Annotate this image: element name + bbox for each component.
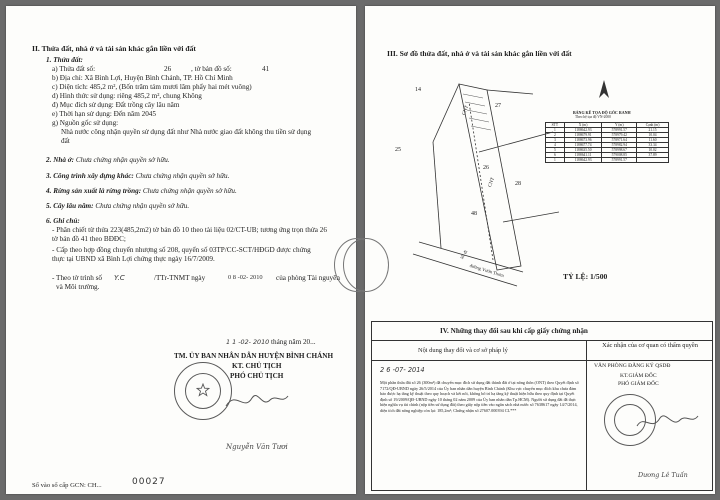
parcel-26-label: 26 — [483, 165, 489, 171]
boundary-line-1 — [433, 84, 459, 142]
date-handwritten: 1 1 -02- 2010 — [226, 338, 270, 346]
coord-cell: 10.04 — [637, 133, 669, 138]
coord-cell: 578982.94 — [602, 143, 637, 148]
change-date: 2 6 -07- 2014 — [380, 366, 425, 374]
vice-director: PHÓ GIÁM ĐỐC — [618, 381, 659, 387]
boundary-line-3 — [487, 90, 533, 94]
coord-cell: 33.34 — [637, 143, 669, 148]
parcel-number: 26 — [164, 65, 172, 73]
use-form-line: d) Hình thức sử dụng: riêng 485,2 m², chung Không — [52, 92, 202, 100]
origin-text: Nhà nước công nhận quyền sử dụng đất như Nhà nước giao đất không thu tiền sử dụng đất — [61, 128, 312, 145]
office-name: VĂN PHÒNG ĐĂNG KÝ QSDĐ — [594, 363, 671, 369]
coord-cell: 578991.57 — [602, 158, 637, 163]
coord-cell: 1 — [546, 158, 565, 163]
coord-cell: 578971.64 — [602, 138, 637, 143]
scale-label: TỶ LỆ: 1/500 — [563, 272, 608, 281]
coord-cell: 2 — [546, 133, 565, 138]
boundary-line-2 — [433, 142, 441, 248]
coord-header-cell: Y (m) — [602, 123, 637, 128]
boundary-line-4 — [479, 132, 553, 152]
changes-table — [371, 321, 713, 491]
coord-cell: 21.15 — [637, 128, 669, 133]
notes-label: 6. Ghi chú: — [46, 217, 80, 225]
land-use-code-top: CNT — [461, 104, 471, 117]
note-3-suffix: của phòng Tài nguyên — [276, 274, 340, 282]
coord-cell: 578998.67 — [602, 148, 637, 153]
coord-cell: 5 — [546, 148, 565, 153]
house-value: Chưa chứng nhận quyền sở hữu. — [75, 156, 170, 164]
coord-cell: 578979.42 — [602, 133, 637, 138]
note-3-date: 0 8 -02- 2010 — [228, 274, 263, 281]
forest-label: 4. Rừng sản xuất là rừng trồng: — [46, 187, 142, 195]
parcel-28-label: 28 — [515, 181, 521, 187]
vice-chairman: PHÓ CHỦ TỊCH — [230, 372, 284, 380]
area-line: c) Diện tích: 485,2 m², (Bốn trăm tám mươi lăm phẩy hai mét vuông) — [52, 83, 252, 91]
changes-title: IV. Những thay đổi sau khi cấp giấy chứng nhận — [440, 327, 588, 335]
coord-table-subtitle: Theo hệ tọa độ VN-2000 — [575, 115, 611, 119]
purpose-line: đ) Mục đích sử dụng: Đất trồng cây lâu năm — [52, 101, 180, 109]
coordinate-table — [545, 122, 669, 163]
term-line: e) Thời hạn sử dụng: Đến năm 2045 — [52, 110, 156, 118]
sheet-number: 41 — [262, 65, 270, 73]
coord-cell: 10.02 — [637, 148, 669, 153]
cert-register-label: Số vào sổ cấp GCN: CH... — [32, 482, 102, 489]
parcel-48-label: 48 — [471, 211, 477, 217]
works-value: Chưa chứng nhận quyền sở hữu. — [135, 172, 230, 180]
coord-cell: 578991.57 — [602, 128, 637, 133]
coord-table-title: BẢNG KÊ TỌA ĐỘ GÓC RANH — [573, 110, 631, 115]
col2-header: Xác nhận của cơ quan có thẩm quyền — [602, 342, 698, 349]
note-1: - Phân chiết từ thửa 223(485,2m2) tờ bản đồ 10 theo tài liệu 02/CT-UB; tương ứng trọn thửa 26 tờ bản đồ 41 theo BĐĐC; — [52, 226, 327, 243]
coord-cell: 1188641.11 — [564, 153, 602, 158]
coord-header-cell: STT — [546, 123, 565, 128]
cert-register-number: 00027 — [132, 477, 166, 487]
signer-name: Nguyễn Văn Tươi — [226, 443, 288, 451]
coord-cell: 1188679.91 — [564, 133, 602, 138]
kt-director: KT.GIÁM ĐỐC — [620, 373, 657, 379]
coord-cell: 579008.85 — [602, 153, 637, 158]
parcel-diagram — [383, 72, 559, 292]
trees-label: 5. Cây lâu năm: — [46, 202, 94, 210]
note-3-end: và Môi trường. — [56, 283, 100, 291]
date-line — [226, 338, 316, 347]
section-title-iii: III. Sơ đồ thửa đất, nhà ở và tài sản khác gắn liền với đất — [387, 49, 572, 58]
land-use-code-mid: CNT — [487, 176, 497, 189]
coord-cell: 1188635.50 — [564, 148, 602, 153]
coord-cell: 3 — [546, 138, 565, 143]
house-label: 2. Nhà ở: — [46, 156, 75, 164]
forest-value: Chưa chứng nhận quyền sở hữu. — [142, 187, 237, 195]
signature-office — [634, 408, 700, 436]
note-3-prefix: - Theo tờ trình số — [52, 274, 102, 282]
road-label-1: lối đi — [459, 249, 469, 260]
coord-cell: 1188673.96 — [564, 138, 602, 143]
road-label-2: đường Vườn Thơm — [469, 262, 505, 279]
coord-cell: 1 — [546, 128, 565, 133]
sheet-label: , tờ bản đồ số: — [191, 65, 232, 73]
coord-cell: 4 — [546, 143, 565, 148]
change-text: Một phần thửa đất số 26 (300m²) đã chuyển mục đích sử dụng đất thành đất ở tại nông thôn (ONT) theo Quyết định số 7172/QĐ-UBND ngày 26/5/2014 của Ủy ban nhân dân huyện Bình Chánh (Khu vực chuyển mục đích khu chưa đảm bảo được hạ tầng kỹ thuật theo quy hoạch và kết nối, không bố trí hạ tầng kỹ thuật hiện hữu theo quy định tại Quyết định số 19/2009/QĐ-UBND ngày 10 tháng 02 năm 2009 của Ủy ban nhân dân Tp.HCM). Người sử dụng đất đã thực hiện nghĩa vụ tài chính (nộp tiền sử dụng đất) theo giấy nộp tiền vào ngân sách nhà nước số 7638617 ngày 14/7/2014, diện tích đất nông nghiệp còn lại: 185,2m²; Chứng nhận số 27607.000394 CL*** — [380, 380, 579, 413]
parcel-25-label: 25 — [395, 147, 401, 153]
signature-upper — [222, 386, 292, 416]
note-3-number: Y.C — [114, 273, 125, 282]
coord-cell: 1188642.93 — [564, 128, 602, 133]
col1-header: Nội dung thay đổi và cơ sở pháp lý — [418, 347, 508, 354]
origin-label: g) Nguồn gốc sử dụng: — [52, 119, 119, 127]
coord-cell: 6 — [546, 153, 565, 158]
coord-cell: 37.89 — [637, 153, 669, 158]
parcel-14-label: 14 — [415, 87, 421, 93]
signer-office-name: Dương Lê Tuấn — [638, 471, 688, 479]
coord-header-cell: X (m) — [564, 123, 602, 128]
north-arrow-icon — [597, 78, 611, 102]
coord-row — [546, 158, 669, 163]
trees-value: Chưa chứng nhận quyền sở hữu. — [95, 202, 190, 210]
works-label: 3. Công trình xây dựng khác: — [46, 172, 134, 180]
authority-title: TM. ỦY BAN NHÂN DÂN HUYỆN BÌNH CHÁNH — [174, 352, 334, 360]
address-line: b) Địa chỉ: Xã Bình Lợi, Huyện Bình Chánh, TP. Hồ Chí Minh — [52, 74, 233, 82]
coord-cell: 1188677.74 — [564, 143, 602, 148]
kt-chairman: KT. CHỦ TỊCH — [232, 362, 282, 370]
section-title-ii: II. Thửa đất, nhà ở và tài sản khác gắn liền với đất — [32, 44, 196, 53]
parcel-27-label: 27 — [495, 103, 501, 109]
date-line-suffix: tháng năm 20... — [271, 338, 316, 346]
coord-cell — [637, 158, 669, 163]
land-heading: 1. Thửa đất: — [46, 56, 83, 64]
certificate-page-left — [6, 6, 356, 494]
coord-header-cell: Cạnh (m) — [637, 123, 669, 128]
coord-cell: 11.60 — [637, 138, 669, 143]
note-3-mid: /TTr-TNMT ngày — [154, 274, 206, 282]
parcel-line: a) Thửa đất số: — [52, 65, 96, 73]
note-2: - Cấp theo hợp đồng chuyển nhượng số 208, quyển số 03TP/CC-SCT/HĐGD được chứng thực tại UBND xã Bình Lợi chứng thực ngày 16/7/2009. — [52, 246, 311, 263]
coord-cell: 1188642.93 — [564, 158, 602, 163]
star-icon — [196, 383, 210, 397]
certificate-page-right — [365, 6, 715, 494]
